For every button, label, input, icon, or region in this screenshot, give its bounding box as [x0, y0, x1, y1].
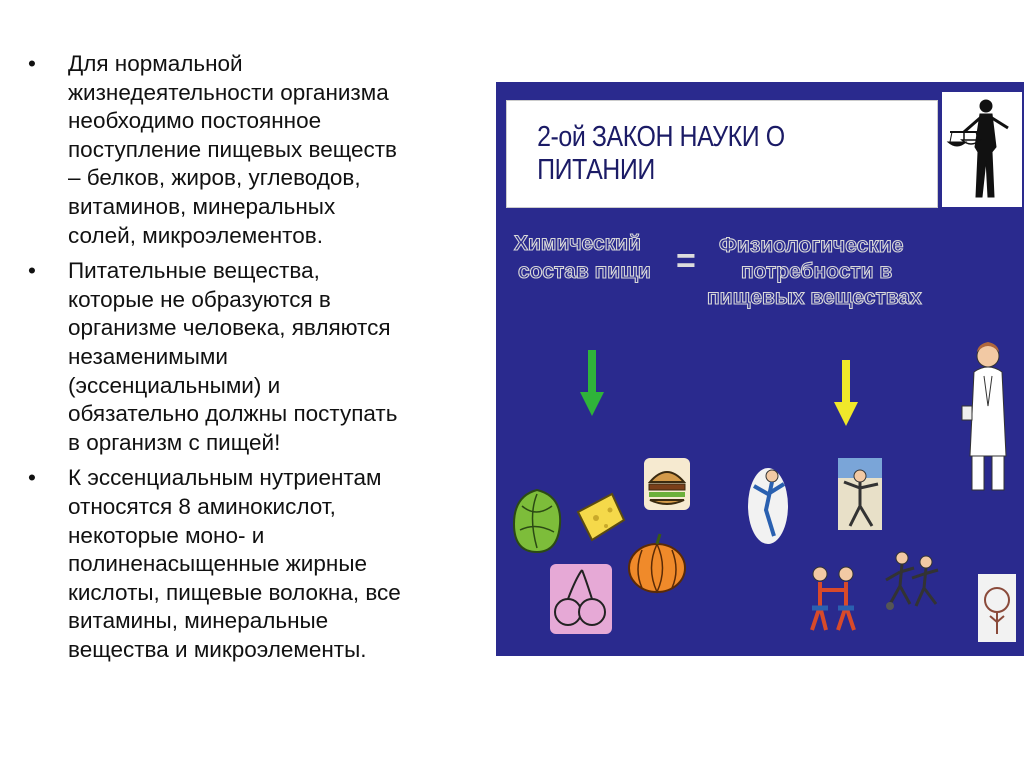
cabbage-icon [508, 486, 566, 556]
bullet-text: Для нормальной жизнедеятельности организма необходимо постоянное поступление пищевых веществ – белков, жиров, углеводов, витаминов, минеральных солей, микроэлементов. [68, 51, 397, 248]
arrow-down-icon [580, 350, 604, 416]
bullet-text: Питательные вещества, которые не образуются в организме человека, являются незаменимыми (эссенциальными) и обязательно должны поступать в организм с пищей! [68, 258, 398, 455]
right-label-line: пищевых веществах [707, 286, 922, 309]
bullet-item [28, 50, 498, 250]
libra-figure-icon [942, 92, 1022, 207]
cheese-icon [572, 490, 628, 546]
runners-icon [882, 548, 944, 612]
bullet-item [28, 464, 498, 664]
bullet-text: К эссенциальным нутриентам относятся 8 аминокислот, некоторые моно- и полиненасыщенные жирные кислоты, пищевые волокна, все витамины, минеральные вещества и микроэлементы. [68, 465, 401, 662]
nutrition-law-slide [496, 82, 1024, 656]
bullet-dot: • [28, 258, 36, 284]
right-label-line: Физиологические [719, 234, 904, 257]
bullet-list [28, 50, 498, 671]
children-icon [802, 560, 864, 636]
bullet-item [28, 257, 498, 457]
bullet-dot: • [28, 465, 36, 491]
slide-title-box [506, 100, 938, 208]
left-label-line: Химический [514, 232, 641, 255]
bullet-dot: • [28, 51, 36, 76]
left-label-line: состав пищи [518, 260, 651, 283]
cherries-icon [548, 562, 614, 636]
left-label-graphic [506, 222, 681, 292]
right-label-graphic [701, 222, 1021, 312]
doctor-icon [958, 336, 1018, 496]
equals-sign: = [676, 242, 696, 280]
burger-icon [642, 456, 692, 512]
arrow-down-icon [834, 360, 858, 426]
slide-title: 2-ой ЗАКОН НАУКИ О ПИТАНИИ [537, 121, 785, 186]
pumpkin-icon [624, 530, 690, 596]
gymnast-icon [744, 464, 792, 546]
dancer-icon [836, 456, 884, 532]
right-label-line: потребности в [741, 260, 893, 283]
tree-logo-icon [978, 574, 1016, 642]
